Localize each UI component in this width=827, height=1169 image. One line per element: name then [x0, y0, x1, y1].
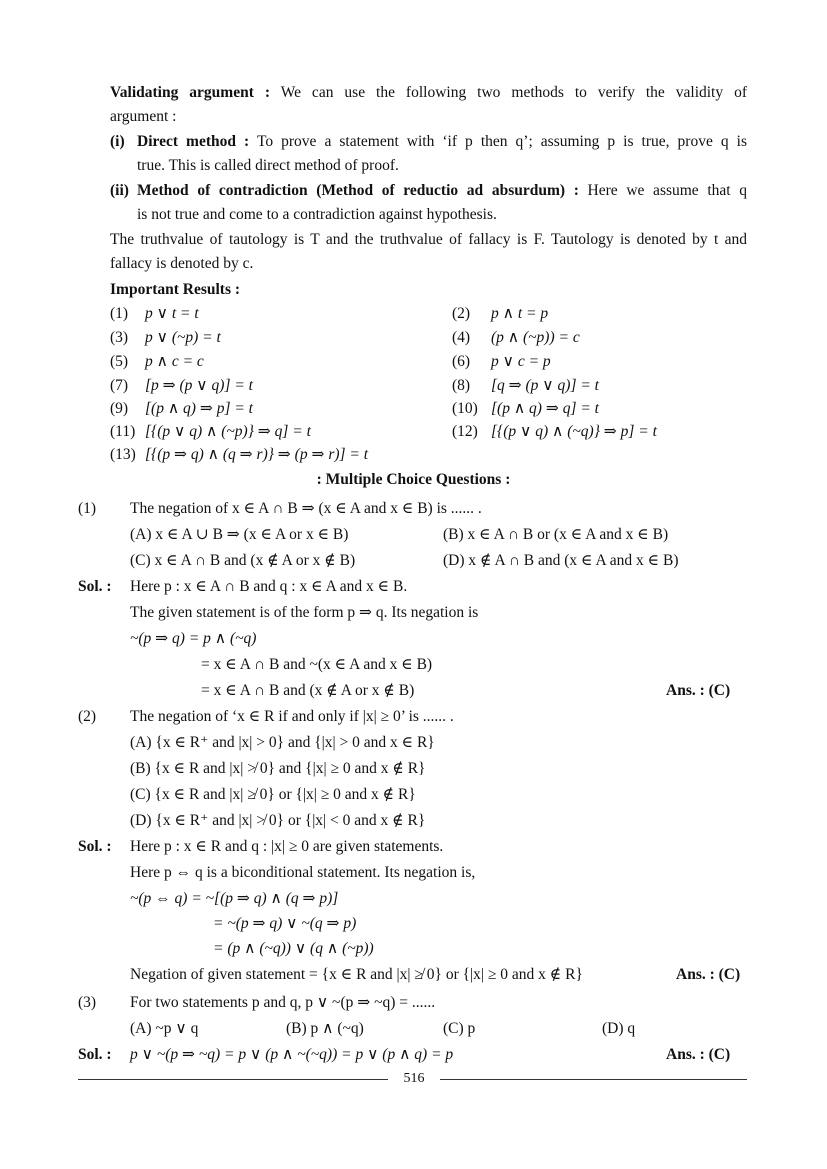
solution-line: Negation of given statement = {x ∈ R and |x| ≱ 0} or {|x| ≥ 0 and x ∉ R} [130, 966, 583, 983]
result-num: (6) [452, 353, 471, 370]
question-number: (2) [78, 708, 97, 725]
truth-line-2: fallacy is denoted by c. [110, 255, 254, 272]
answer: Ans. : (C) [676, 966, 741, 983]
result-num: (8) [452, 377, 471, 394]
solution-label: Sol. : [78, 578, 112, 595]
result-formula: p ∨ c = p [491, 353, 551, 370]
result-formula: p ∨ t = t [145, 305, 199, 322]
option-c: (C) {x ∈ R and |x| ≱ 0} or {|x| ≥ 0 and x ∉ R} [130, 786, 416, 803]
solution-line: = x ∈ A ∩ B and ~(x ∈ A and x ∈ B) [201, 656, 433, 673]
intro-line-1 [110, 84, 747, 102]
truth-line-1: The truthvalue of tautology is T and the truthvalue of fallacy is F. Tautology is denoted by t and [110, 231, 747, 248]
question-text: The negation of ‘x ∈ R if and only if |x| ≥ 0’ is ...... . [130, 708, 454, 725]
option-a: (A) x ∈ A ∪ B ⇒ (x ∈ A or x ∈ B) [130, 526, 349, 543]
method-ii-text: Here we assume that q [587, 182, 748, 199]
result-num: (9) [110, 400, 129, 417]
method-i-line-2: true. This is called direct method of proof. [137, 157, 399, 174]
intro-heading: Validating argument : [110, 84, 271, 101]
solution-line: p ∨ ~(p ⇒ ~q) = p ∨ (p ∧ ~(~q)) = p ∨ (p ∧ q) = p [130, 1046, 454, 1063]
method-ii-line-2: is not true and come to a contradiction against hypothesis. [137, 206, 497, 223]
solution-label: Sol. : [78, 838, 112, 855]
option-c: (C) x ∈ A ∩ B and (x ∉ A or x ∉ B) [130, 552, 356, 569]
result-formula: p ∧ t = p [491, 305, 549, 322]
option-d: (D) x ∉ A ∩ B and (x ∈ A and x ∈ B) [443, 552, 679, 569]
method-ii-line-1 [137, 182, 747, 200]
solution-line: ~(p ⇔ q) = ~[(p ⇒ q) ∧ (q ⇒ p)] [130, 890, 339, 907]
result-num: (11) [110, 423, 136, 440]
result-formula: [{(p ∨ q) ∧ (~p)} ⇒ q] = t [145, 423, 311, 440]
question-text: For two statements p and q, p ∨ ~(p ⇒ ~q) = ...... [130, 994, 436, 1011]
method-ii-title: Method of contradiction (Method of reductio ad absurdum) : [137, 182, 579, 199]
option-d: (D) {x ∈ R⁺ and |x| ≯ 0} or {|x| < 0 and x ∉ R} [130, 812, 426, 829]
solution-line: = ~(p ⇒ q) ∨ ~(q ⇒ p) [213, 915, 357, 932]
page-number: 516 [403, 1071, 425, 1086]
result-num: (4) [452, 329, 471, 346]
option-a: (A) {x ∈ R⁺ and |x| > 0} and {|x| > 0 and x ∈ R} [130, 734, 435, 751]
footer-rule-left [78, 1079, 388, 1080]
result-formula: [{(p ∨ q) ∧ (~q)} ⇒ p] = t [491, 423, 657, 440]
option-c: (C) p [443, 1020, 476, 1037]
mcq-heading: : Multiple Choice Questions : [316, 471, 511, 488]
result-num: (13) [110, 446, 136, 463]
solution-line: Here p : x ∈ R and q : |x| ≥ 0 are given statements. [130, 838, 444, 855]
result-num: (5) [110, 353, 129, 370]
result-formula: [p ⇒ (p ∨ q)] = t [145, 377, 253, 394]
solution-line: = (p ∧ (~q)) ∨ (q ∧ (~p)) [213, 940, 374, 957]
answer: Ans. : (C) [666, 1046, 731, 1063]
method-ii-num: (ii) [110, 182, 129, 199]
solution-line: ~(p ⇒ q) = p ∧ (~q) [130, 630, 257, 647]
solution-line: The given statement is of the form p ⇒ q. Its negation is [130, 604, 479, 621]
solution-line: Here p ⇔ q is a biconditional statement. Its negation is, [130, 864, 476, 881]
method-i-text: To prove a statement with ‘if p then q’; assuming p is true, prove q is [256, 133, 747, 150]
results-heading: Important Results : [110, 281, 241, 298]
option-b: (B) p ∧ (~q) [286, 1020, 364, 1037]
result-formula: p ∨ (~p) = t [145, 329, 221, 346]
option-a: (A) ~p ∨ q [130, 1020, 199, 1037]
result-formula: [{(p ⇒ q) ∧ (q ⇒ r)} ⇒ (p ⇒ r)] = t [145, 446, 369, 463]
result-formula: (p ∧ (~p)) = c [491, 329, 580, 346]
result-num: (7) [110, 377, 129, 394]
intro-line-2: argument : [110, 108, 177, 125]
result-formula: [(p ∧ q) ⇒ p] = t [145, 400, 253, 417]
result-num: (3) [110, 329, 129, 346]
result-formula: [(p ∧ q) ⇒ q] = t [491, 400, 599, 417]
answer: Ans. : (C) [666, 682, 731, 699]
result-num: (2) [452, 305, 471, 322]
intro-text: We can use the following two methods to verify the validity of [280, 84, 747, 101]
result-num: (10) [452, 400, 478, 417]
option-b: (B) x ∈ A ∩ B or (x ∈ A and x ∈ B) [443, 526, 669, 543]
question-number: (1) [78, 500, 97, 517]
option-b: (B) {x ∈ R and |x| ≯ 0} and {|x| ≥ 0 and x ∉ R} [130, 760, 426, 777]
solution-line: Here p : x ∈ A ∩ B and q : x ∈ A and x ∈ B. [130, 578, 408, 595]
solution-label: Sol. : [78, 1046, 112, 1063]
solution-line: = x ∈ A ∩ B and (x ∉ A or x ∉ B) [201, 682, 415, 699]
method-i-line-1 [137, 133, 747, 151]
result-formula: p ∧ c = c [145, 353, 204, 370]
question-text: The negation of x ∈ A ∩ B ⇒ (x ∈ A and x ∈ B) is ...... . [130, 500, 482, 517]
result-num: (1) [110, 305, 129, 322]
method-i-title: Direct method : [137, 133, 250, 150]
option-d: (D) q [602, 1020, 636, 1037]
result-formula: [q ⇒ (p ∨ q)] = t [491, 377, 599, 394]
footer-rule-right [440, 1079, 747, 1080]
result-num: (12) [452, 423, 478, 440]
method-i-num: (i) [110, 133, 125, 150]
question-number: (3) [78, 994, 97, 1011]
